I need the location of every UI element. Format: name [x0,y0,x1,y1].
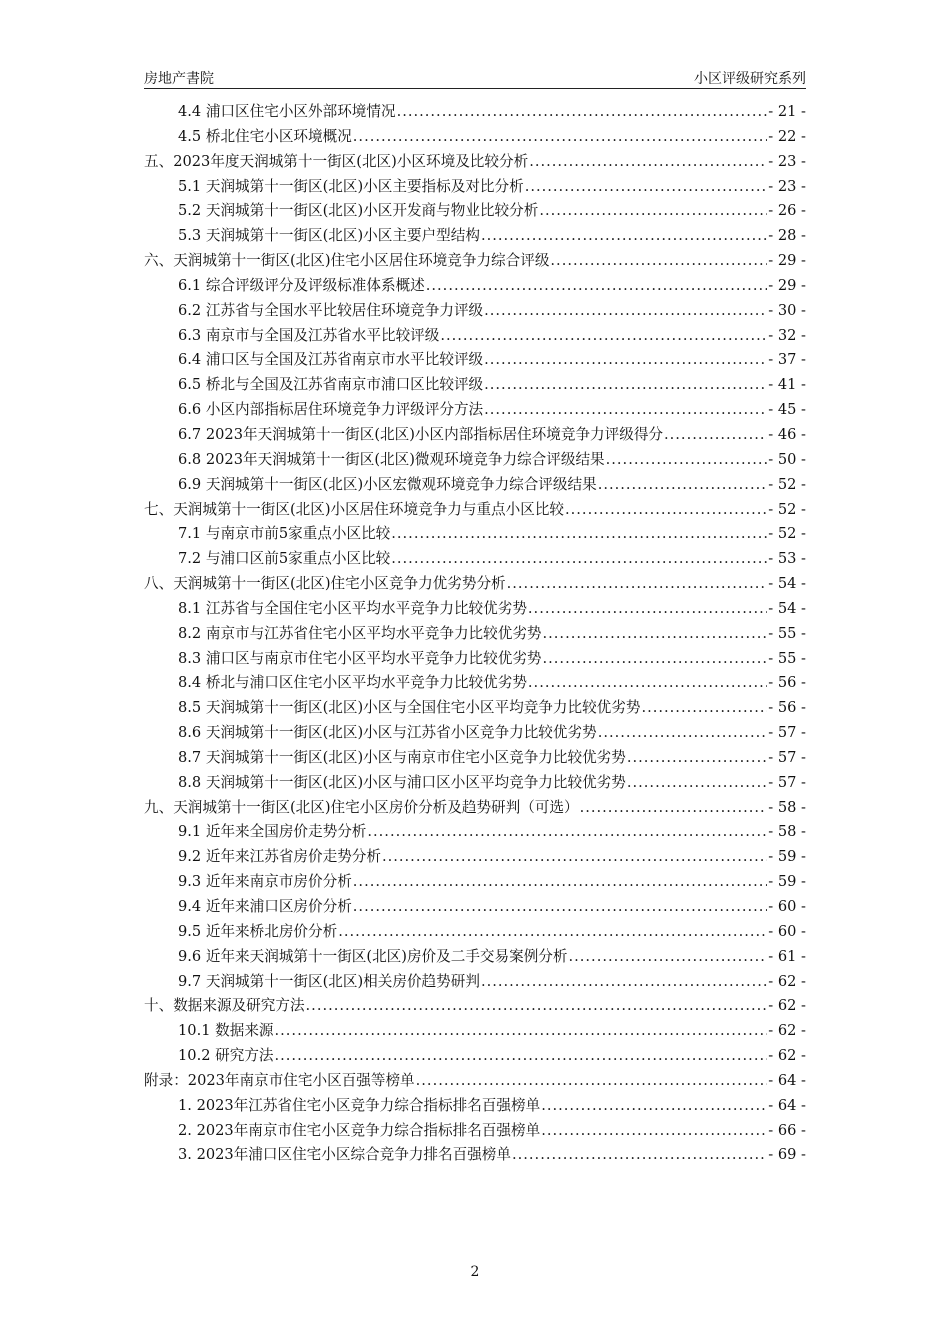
toc-section-entry[interactable] [144,522,806,547]
toc-entry-title: 4.5 桥北住宅小区环境概况 [178,127,352,145]
toc-dot-leader [627,774,767,791]
toc-section-entry[interactable] [144,647,806,672]
toc-entry-page: - 41 - [768,376,806,394]
toc-section-entry[interactable] [144,125,806,150]
toc-entry-title: 4.4 浦口区住宅小区外部环境情况 [178,103,396,120]
header-publisher: 房地产書院 [144,71,214,87]
toc-dot-leader [397,103,768,120]
toc-dot-leader [525,178,768,195]
toc-entry-title: 6.5 桥北与全国及江苏省南京市浦口区比较评级 [178,376,484,394]
toc-section-entry[interactable] [144,448,806,473]
toc-entry-title: 9.1 近年来全国房价走势分析 [178,823,367,841]
toc-dot-leader [391,525,767,542]
toc-dot-leader [598,476,768,493]
toc-section-entry[interactable] [144,348,806,373]
toc-section-entry[interactable] [144,895,806,920]
toc-chapter-entry[interactable] [144,796,806,821]
toc-dot-leader [275,1022,768,1039]
toc-section-entry[interactable] [144,324,806,349]
toc-section-entry[interactable] [144,1044,806,1069]
toc-entry-page: - 23 - [768,177,806,195]
toc-dot-leader [539,202,767,219]
toc-dot-leader [598,724,768,741]
toc-dot-leader [606,451,768,468]
toc-entry-page: - 54 - [768,575,806,593]
toc-entry-title: 十、数据来源及研究方法 [144,997,305,1015]
toc-section-entry[interactable] [144,1094,806,1119]
toc-entry-title: 9.6 近年来天润城第十一街区(北区)房价及二手交易案例分析 [178,947,568,965]
toc-entry-title: 九、天润城第十一街区(北区)住宅小区房价分析及趋势研判（可选） [144,798,579,816]
toc-entry-page: - 61 - [768,947,806,965]
toc-section-entry[interactable] [144,1119,806,1144]
toc-section-entry[interactable] [144,870,806,895]
toc-section-entry[interactable] [144,423,806,448]
toc-dot-leader [543,650,768,667]
toc-entry-title: 8.6 天润城第十一街区(北区)小区与江苏省小区竞争力比较优劣势 [178,724,597,742]
toc-section-entry[interactable] [144,1019,806,1044]
toc-dot-leader [338,923,767,940]
toc-entry-page: - 64 - [768,1096,806,1114]
toc-entry-title: 1. 2023年江苏省住宅小区竞争力综合指标排名百强榜单 [178,1096,541,1114]
toc-dot-leader [440,327,767,344]
toc-entry-title: 6.9 天润城第十一街区(北区)小区宏微观环境竞争力综合评级结果 [178,475,597,493]
toc-entry-page: - 37 - [768,351,806,369]
toc-dot-leader [541,1097,767,1114]
toc-section-entry[interactable] [144,597,806,622]
toc-entry-page: - 56 - [768,674,806,692]
toc-entry-title: 6.3 南京市与全国及江苏省水平比较评级 [178,326,440,344]
toc-entry-page: - 59 - [768,848,806,866]
toc-dot-leader [484,376,767,393]
toc-section-entry[interactable] [144,820,806,845]
toc-entry-page: - 56 - [768,699,806,717]
toc-dot-leader [481,973,767,990]
toc-dot-leader [580,799,768,816]
toc-entry-page: - 21 - [768,103,806,120]
toc-entry-page: - 52 - [768,525,806,543]
toc-entry-title: 8.4 桥北与浦口区住宅小区平均水平竞争力比较优劣势 [178,674,527,692]
toc-chapter-entry[interactable] [144,249,806,274]
toc-dot-leader [529,153,767,170]
toc-entry-title: 9.2 近年来江苏省房价走势分析 [178,848,381,866]
toc-entry-title: 5.3 天润城第十一街区(北区)小区主要户型结构 [178,227,480,245]
toc-entry-page: - 60 - [768,922,806,940]
toc-entry-page: - 29 - [768,276,806,294]
toc-entry-title: 10.2 研究方法 [178,1047,274,1065]
toc-section-entry[interactable] [144,224,806,249]
toc-entry-page: - 62 - [768,1022,806,1040]
toc-entry-page: - 22 - [768,127,806,145]
toc-dot-leader [353,128,767,145]
toc-entry-title: 3. 2023年浦口区住宅小区综合竞争力排名百强榜单 [178,1146,511,1164]
toc-dot-leader [550,252,767,269]
toc-entry-page: - 69 - [768,1146,806,1164]
toc-entry-page: - 55 - [768,649,806,667]
toc-entry-page: - 29 - [768,252,806,270]
toc-chapter-entry[interactable] [144,1069,806,1094]
toc-entry-title: 9.7 天润城第十一街区(北区)相关房价趋势研判 [178,972,480,990]
toc-section-entry[interactable] [144,771,806,796]
toc-dot-leader [543,625,768,642]
toc-entry-title: 7.1 与南京市前5家重点小区比较 [178,525,391,543]
table-of-contents [144,100,806,1168]
toc-entry-page: - 64 - [768,1071,806,1089]
toc-section-entry[interactable] [144,622,806,647]
toc-chapter-entry[interactable] [144,994,806,1019]
toc-dot-leader [528,674,767,691]
toc-dot-leader [367,823,767,840]
toc-entry-page: - 60 - [768,898,806,915]
toc-entry-title: 9.4 近年来浦口区房价分析 [178,898,352,915]
toc-dot-leader [484,302,767,319]
toc-section-entry[interactable] [144,199,806,224]
toc-entry-page: - 52 - [768,500,806,518]
toc-dot-leader [426,277,768,294]
toc-entry-page: - 23 - [768,152,806,170]
toc-dot-leader [641,699,767,716]
toc-entry-title: 6.7 2023年天润城第十一街区(北区)小区内部指标居住环境竞争力评级得分 [178,425,664,443]
toc-section-entry[interactable] [144,671,806,696]
toc-entry-page: - 50 - [768,450,806,468]
page-header [144,66,806,89]
toc-section-entry[interactable] [144,721,806,746]
toc-entry-page: - 62 - [768,972,806,990]
toc-entry-page: - 66 - [768,1121,806,1139]
toc-section-entry[interactable] [144,100,806,125]
toc-dot-leader [275,1047,768,1064]
toc-entry-title: 6.4 浦口区与全国及江苏省南京市水平比较评级 [178,351,484,369]
toc-section-entry[interactable] [144,945,806,970]
toc-entry-title: 7.2 与浦口区前5家重点小区比较 [178,550,391,568]
toc-chapter-entry[interactable] [144,572,806,597]
toc-entry-title: 8.5 天润城第十一街区(北区)小区与全国住宅小区平均竞争力比较优劣势 [178,699,641,717]
toc-section-entry[interactable] [144,175,806,200]
toc-entry-page: - 58 - [768,823,806,841]
toc-entry-page: - 58 - [768,798,806,816]
toc-entry-page: - 53 - [768,550,806,568]
toc-entry-title: 8.2 南京市与江苏省住宅小区平均水平竞争力比较优劣势 [178,624,542,642]
toc-dot-leader [569,948,768,965]
toc-section-entry[interactable] [144,746,806,771]
toc-entry-title: 9.3 近年来南京市房价分析 [178,873,352,891]
toc-entry-title: 8.7 天润城第十一街区(北区)小区与南京市住宅小区竞争力比较优劣势 [178,748,626,766]
toc-dot-leader [507,575,768,592]
toc-entry-page: - 28 - [768,227,806,245]
toc-section-entry[interactable] [144,970,806,995]
toc-dot-leader [353,873,767,890]
toc-dot-leader [627,749,767,766]
toc-dot-leader [528,600,767,617]
toc-entry-title: 2. 2023年南京市住宅小区竞争力综合指标排名百强榜单 [178,1121,541,1139]
toc-section-entry[interactable] [144,845,806,870]
toc-entry-page: - 55 - [768,624,806,642]
toc-entry-title: 8.8 天润城第十一街区(北区)小区与浦口区小区平均竞争力比较优劣势 [178,773,626,791]
toc-dot-leader [382,848,767,865]
toc-entry-title: 附录：2023年南京市住宅小区百强等榜单 [144,1071,415,1089]
toc-entry-page: - 30 - [768,301,806,319]
toc-dot-leader [565,501,767,518]
toc-entry-title: 8.3 浦口区与南京市住宅小区平均水平竞争力比较优劣势 [178,649,542,667]
toc-entry-page: - 32 - [768,326,806,344]
toc-section-entry[interactable] [144,1143,806,1168]
toc-dot-leader [541,1122,767,1139]
toc-section-entry[interactable] [144,547,806,572]
toc-entry-page: - 45 - [768,401,806,419]
toc-entry-title: 6.1 综合评级评分及评级标准体系概述 [178,276,425,294]
toc-entry-title: 8.1 江苏省与全国住宅小区平均水平竞争力比较优劣势 [178,599,527,617]
toc-section-entry[interactable] [144,696,806,721]
toc-entry-page: - 57 - [768,773,806,791]
toc-section-entry[interactable] [144,473,806,498]
toc-dot-leader [481,227,767,244]
toc-entry-page: - 52 - [768,475,806,493]
toc-dot-leader [306,997,768,1014]
toc-entry-page: - 26 - [768,202,806,220]
page-number: 2 [470,1264,480,1280]
toc-entry-page: - 62 - [768,1047,806,1065]
toc-entry-title: 10.1 数据来源 [178,1022,274,1040]
toc-entry-title: 八、天润城第十一街区(北区)住宅小区竞争力优劣势分析 [144,575,506,593]
toc-section-entry[interactable] [144,373,806,398]
toc-section-entry[interactable] [144,274,806,299]
toc-section-entry[interactable] [144,299,806,324]
toc-entry-page: - 57 - [768,748,806,766]
toc-dot-leader [416,1072,768,1089]
toc-entry-page: - 46 - [768,425,806,443]
toc-entry-title: 9.5 近年来桥北房价分析 [178,922,338,940]
toc-dot-leader [391,550,767,567]
toc-entry-title: 6.8 2023年天润城第十一街区(北区)微观环境竞争力综合评级结果 [178,450,605,468]
toc-dot-leader [484,401,767,418]
toc-chapter-entry[interactable] [144,150,806,175]
toc-entry-page: - 57 - [768,724,806,742]
header-series-title: 小区评级研究系列 [694,71,806,87]
toc-entry-title: 六、天润城第十一街区(北区)住宅小区居住环境竞争力综合评级 [144,252,550,270]
toc-entry-title: 6.2 江苏省与全国水平比较居住环境竞争力评级 [178,301,484,319]
toc-entry-page: - 59 - [768,873,806,891]
toc-dot-leader [512,1146,767,1163]
toc-entry-title: 5.2 天润城第十一街区(北区)小区开发商与物业比较分析 [178,202,539,220]
toc-dot-leader [484,351,767,368]
toc-entry-page: - 62 - [768,997,806,1015]
toc-entry-page: - 54 - [768,599,806,617]
toc-chapter-entry[interactable] [144,498,806,523]
toc-entry-title: 五、2023年度天润城第十一街区(北区)小区环境及比较分析 [144,152,529,170]
toc-entry-title: 5.1 天润城第十一街区(北区)小区主要指标及对比分析 [178,177,524,195]
toc-entry-title: 七、天润城第十一街区(北区)小区居住环境竞争力与重点小区比较 [144,500,565,518]
toc-section-entry[interactable] [144,398,806,423]
toc-entry-title: 6.6 小区内部指标居住环境竞争力评级评分方法 [178,401,484,419]
toc-dot-leader [664,426,767,443]
toc-dot-leader [353,898,767,915]
toc-section-entry[interactable] [144,920,806,945]
